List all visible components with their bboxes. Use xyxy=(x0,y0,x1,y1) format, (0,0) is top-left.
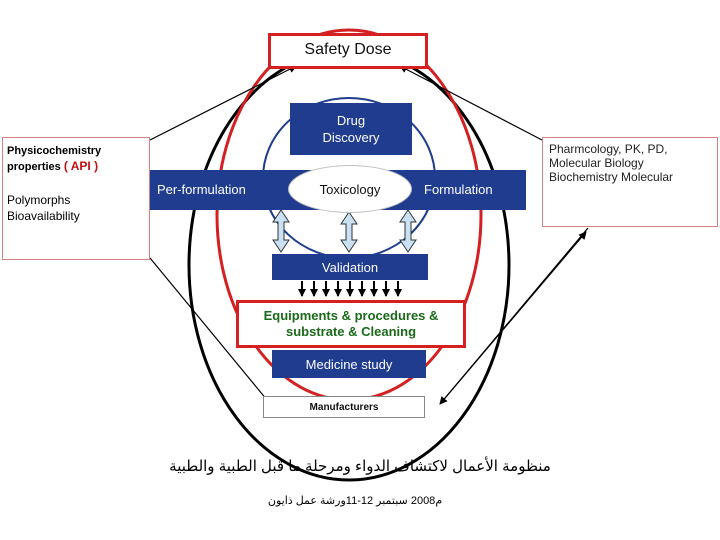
pharmacology-line3: Biochemistry Molecular xyxy=(549,170,674,184)
properties-text: properties xyxy=(7,161,64,173)
polymorphs-text: Polymorphs xyxy=(7,193,71,207)
manufacturers-label: Manufacturers xyxy=(309,401,379,413)
drug-discovery-line1: Drug xyxy=(336,113,366,128)
equipments-line1: Equipments & procedures & xyxy=(263,308,439,323)
safety-dose-box xyxy=(268,33,428,69)
line-right-to-safety xyxy=(400,66,542,140)
pharmacology-line2: Molecular Biology xyxy=(549,156,644,170)
physicochemistry-note xyxy=(2,137,150,260)
polymorphs-bioavailability xyxy=(7,192,145,224)
double-arrow-center xyxy=(341,212,357,252)
validation-box xyxy=(272,254,428,280)
line-left-to-safety xyxy=(150,66,296,140)
double-arrow-left xyxy=(273,210,289,252)
pharmacology-note xyxy=(542,137,718,227)
safety-dose-label: Safety Dose xyxy=(304,41,392,58)
manufacturers-box xyxy=(263,396,425,418)
medicine-study-label: Medicine study xyxy=(305,356,393,372)
arabic-footer: م2008 سبتمبر 12-11ورشة عمل ذايون xyxy=(267,494,443,507)
toxicology-oval xyxy=(288,165,412,213)
pharmacology-line1: Pharmcology, PK, PD, xyxy=(549,142,668,156)
bioavailability-text: Bioavailability xyxy=(7,209,80,223)
toxicology-label: Toxicology xyxy=(319,181,381,197)
physicochemistry-line1: Physicochemistry xyxy=(7,145,102,157)
validation-down-arrows xyxy=(302,281,398,296)
equipments-box xyxy=(236,300,466,348)
preformulation-label: Per-formulation xyxy=(157,182,246,197)
equipments-line2: substrate & Cleaning xyxy=(285,324,417,339)
drug-discovery-box xyxy=(290,103,412,155)
formulation-label: Formulation xyxy=(424,182,493,197)
api-text: ( API ) xyxy=(63,159,99,173)
drug-discovery-line2: Discovery xyxy=(322,130,380,145)
medicine-study-box xyxy=(272,350,426,378)
arabic-title: منظومة الأعمال لاكتشاف الدواء ومرحلة ما قبل الطبية والطبية xyxy=(169,458,551,475)
physicochemistry-line2 xyxy=(7,159,145,175)
validation-label: Validation xyxy=(321,259,379,275)
